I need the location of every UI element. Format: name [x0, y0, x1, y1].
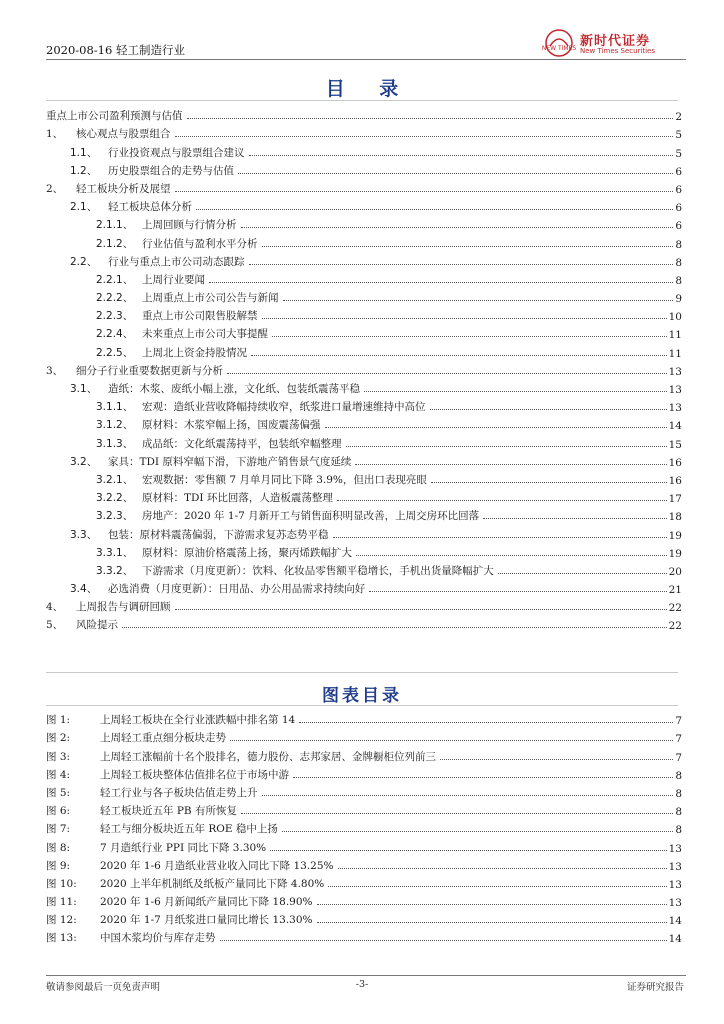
toc-entry[interactable] [46, 396, 682, 414]
toc-entry[interactable] [46, 160, 682, 178]
figure-leader-dots [440, 759, 673, 760]
figure-entry-number: 图 11: [46, 896, 77, 909]
toc-entry-page: 5 [675, 147, 682, 160]
figure-entry-page: 13 [668, 842, 682, 855]
toc-entry[interactable] [46, 251, 682, 269]
toc-entry[interactable] [46, 341, 682, 359]
company-logo [541, 28, 684, 58]
figure-entry-page: 7 [675, 733, 682, 746]
toc-leader-dots [187, 118, 674, 119]
toc-entry-number: 2.2.3、 [96, 310, 134, 323]
toc-entry-page: 22 [668, 602, 682, 615]
figure-entry-number: 图 6: [46, 805, 71, 818]
figure-entry[interactable] [46, 800, 682, 818]
toc-entry-number: 2.2.1、 [96, 273, 134, 286]
toc-entry-page: 20 [668, 565, 682, 578]
figure-entry-page: 13 [668, 878, 682, 891]
toc-entry-page: 18 [668, 511, 682, 524]
figure-entry[interactable] [46, 709, 682, 727]
footer-page-number: -3- [355, 979, 369, 990]
toc-entry-number: 2.2、 [70, 255, 98, 268]
figure-entry-page: 7 [675, 751, 682, 764]
toc-entry-number: 3.3.1、 [96, 546, 134, 559]
footer-disclaimer: 敬请参阅最后一页免责声明 [46, 982, 161, 993]
figure-entry[interactable] [46, 836, 682, 854]
toc-leader-dots [498, 573, 667, 574]
toc-leader-dots [364, 391, 667, 392]
toc-entry-number: 5、 [46, 619, 64, 632]
toc-entry-number: 3.3.2、 [96, 564, 134, 577]
toc-entry-number: 2.1、 [70, 201, 98, 214]
toc-entry[interactable] [46, 141, 682, 159]
toc-entry-label: 房地产：2020 年 1-7 月新开工与销售面积明显改善，上周交房环比回落 [142, 510, 480, 523]
toc-leader-dots [262, 246, 674, 247]
toc-leader-dots [369, 591, 666, 592]
logo-name-en: New Times Securities [580, 47, 655, 55]
toc-entry[interactable] [46, 487, 682, 505]
figure-entry-label: 2020 年 1-6 月新闻纸产量同比下降 18.90% [100, 896, 313, 909]
toc-title-divider [46, 100, 678, 101]
toc-entry[interactable] [46, 523, 682, 541]
toc-entry-number: 1.2、 [70, 164, 98, 177]
toc-entry-page: 13 [668, 402, 682, 415]
figure-entry-page: 14 [668, 933, 682, 946]
toc-entry-page: 8 [675, 238, 682, 251]
toc-entry-label: 上周回顾与行情分析 [142, 219, 237, 232]
figure-leader-dots [338, 868, 667, 869]
toc-leader-dots [262, 318, 667, 319]
toc-entry-number: 2、 [46, 182, 64, 195]
figure-list [46, 709, 682, 945]
toc-entry[interactable] [46, 360, 682, 378]
toc-entry-label: 上周行业要闻 [142, 273, 205, 286]
toc-entry-label: 行业与重点上市公司动态跟踪 [108, 255, 245, 268]
toc-entry[interactable] [46, 451, 682, 469]
figure-leader-dots [220, 940, 667, 941]
figure-entry[interactable] [46, 927, 682, 945]
toc-entry-page: 16 [668, 474, 682, 487]
figure-leader-dots [241, 813, 673, 814]
figure-leader-dots [293, 777, 673, 778]
toc-entry[interactable] [46, 287, 682, 305]
figure-entry[interactable] [46, 764, 682, 782]
toc-leader-dots [325, 427, 667, 428]
footer-report-type: 证券研究报告 [626, 982, 684, 993]
toc-leader-dots [283, 300, 674, 301]
toc-entry-number: 2.2.4、 [96, 328, 134, 341]
toc-entry-page: 8 [675, 274, 682, 287]
toc-entry-label: 上周报告与调研回顾 [76, 601, 171, 614]
toc-entry-label: 上周北上资金持股情况 [142, 346, 247, 359]
toc-entry-page: 2 [675, 111, 682, 124]
toc-entry-number: 3.2、 [70, 455, 98, 468]
figure-entry-number: 图 1: [46, 714, 71, 727]
toc-entry-number: 2.2.5、 [96, 346, 134, 359]
toc-entry[interactable] [46, 323, 682, 341]
figure-entry-page: 8 [675, 787, 682, 800]
figure-entry-page: 13 [668, 897, 682, 910]
toc-entry-label: 成品纸：文化纸震荡持平，包装纸窄幅整理 [142, 437, 342, 450]
figure-entry-number: 图 2: [46, 732, 71, 745]
figure-entry-number: 图 10: [46, 877, 77, 890]
toc-entry-number: 4、 [46, 601, 64, 614]
toc-leader-dots [196, 209, 673, 210]
toc-entry[interactable] [46, 305, 682, 323]
footer-divider [46, 975, 686, 976]
toc-entry-number: 3.2.1、 [96, 473, 134, 486]
toc-leader-dots [337, 500, 667, 501]
toc-entry[interactable] [46, 214, 682, 232]
toc-leader-dots [122, 627, 667, 628]
toc-leader-dots [430, 409, 667, 410]
toc-entry-page: 19 [668, 547, 682, 560]
toc-entry-page: 8 [675, 256, 682, 269]
toc-entry-page: 17 [668, 493, 682, 506]
toc-entry-page: 14 [668, 420, 682, 433]
toc-leader-dots [175, 609, 667, 610]
toc-entry[interactable] [46, 196, 682, 214]
toc-entry-label: 行业投资观点与股票组合建议 [108, 146, 245, 159]
figure-entry-number: 图 7: [46, 823, 71, 836]
toc-leader-dots [238, 173, 673, 174]
toc-entry-label: 家具：TDI 原料窄幅下滑，下游地产销售景气度延续 [108, 455, 352, 468]
toc-entry-number: 3.1.2、 [96, 419, 134, 432]
toc-entry-number: 3.2.2、 [96, 492, 134, 505]
toc-entry[interactable] [46, 614, 682, 632]
toc-title: 目 录 [325, 78, 413, 100]
toc-entry[interactable] [46, 414, 682, 432]
toc-entry-label: 未来重点上市公司大事提醒 [142, 328, 268, 341]
toc-leader-dots [333, 537, 667, 538]
figure-entry-label: 2020 上半年机制纸及纸板产量同比下降 4.80% [100, 877, 325, 890]
toc-entry-label: 重点上市公司限售股解禁 [142, 310, 258, 323]
figure-entry[interactable] [46, 873, 682, 891]
figure-entry-label: 轻工板块近五年 PB 有所恢复 [100, 805, 237, 818]
toc-entry-label: 原材料：原油价格震荡上扬，聚丙烯跌幅扩大 [142, 546, 352, 559]
figure-entry-label: 中国木浆均价与库存走势 [100, 932, 216, 945]
figure-entry-number: 图 13: [46, 932, 77, 945]
toc-leader-dots [355, 464, 666, 465]
toc-leader-dots [251, 355, 667, 356]
header-divider [46, 59, 686, 60]
toc-entry[interactable] [46, 105, 682, 123]
toc-entry-page: 9 [675, 293, 682, 306]
toc-entry-label: 原材料：木浆窄幅上扬，国废震荡偏强 [142, 419, 321, 432]
figure-entry[interactable] [46, 818, 682, 836]
toc-entry[interactable] [46, 578, 682, 596]
toc-entry[interactable] [46, 505, 682, 523]
toc-entry-number: 3.2.3、 [96, 510, 134, 523]
toc-entry-label: 轻工板块总体分析 [108, 201, 192, 214]
figure-leader-dots [317, 922, 667, 923]
toc-entry-page: 13 [668, 384, 682, 396]
toc-leader-dots [483, 518, 666, 519]
toc-entry[interactable] [46, 378, 682, 396]
toc-entry-number: 2.2.2、 [96, 292, 134, 305]
toc-entry-page: 16 [668, 456, 682, 469]
toc-leader-dots [356, 555, 667, 556]
toc-leader-dots [272, 336, 667, 337]
toc-entry-page: 21 [668, 584, 682, 597]
toc-entry-number: 2.1.2、 [96, 237, 134, 250]
figure-leader-dots [270, 850, 666, 851]
figures-title: 图表目录 [322, 686, 402, 706]
figure-entry[interactable] [46, 782, 682, 800]
figure-entry-label: 轻工与细分板块近五年 ROE 稳中上扬 [100, 823, 278, 836]
figure-leader-dots [282, 831, 673, 832]
toc-entry-page: 11 [668, 347, 682, 360]
toc-leader-dots [227, 373, 667, 374]
figure-entry-label: 2020 年 1-6 月造纸业营业收入同比下降 13.25% [100, 859, 334, 872]
toc-entry[interactable] [46, 560, 682, 578]
toc-leader-dots [241, 227, 674, 228]
toc-entry-label: 核心观点与股票组合 [76, 128, 171, 141]
toc-entry-page: 5 [675, 129, 682, 142]
figure-entry[interactable] [46, 727, 682, 745]
toc-entry-number: 3.4、 [70, 583, 98, 596]
figure-entry-label: 轻工行业与各子板块估值走势上升 [100, 786, 258, 799]
figure-entry-page: 14 [668, 915, 682, 928]
toc-entry-label: 轻工板块分析及展望 [76, 182, 171, 195]
figure-entry-page: 8 [675, 769, 682, 782]
toc-entry-page: 6 [675, 220, 682, 233]
figure-entry-label: 7 月造纸行业 PPI 同比下降 3.30% [100, 841, 267, 854]
figure-entry-page: 13 [668, 860, 682, 873]
figure-entry[interactable] [46, 909, 682, 927]
toc-entry-number: 2.1.1、 [96, 219, 134, 232]
toc-entry[interactable] [46, 232, 682, 250]
toc-entry-label: 历史股票组合的走势与估值 [108, 164, 234, 177]
figure-entry-label: 2020 年 1-7 月纸浆进口量同比增长 13.30% [100, 914, 313, 927]
figure-entry-number: 图 3: [46, 750, 71, 763]
toc-entry-number: 3.1、 [70, 383, 98, 395]
figure-leader-dots [299, 722, 673, 723]
toc-entry-label: 风险提示 [76, 619, 118, 632]
figure-entry-label: 上周轻工板块在全行业涨跌幅中排名第 14 [100, 714, 296, 727]
toc-leader-dots [249, 264, 674, 265]
toc-entry-label: 重点上市公司盈利预测与估值 [46, 110, 183, 123]
toc-entry-label: 宏观：造纸业营收降幅持续收窄，纸浆进口量增速维持中高位 [142, 401, 426, 414]
figure-entry-number: 图 4: [46, 768, 71, 781]
logo-seal-icon [541, 28, 577, 58]
toc-entry-label: 行业估值与盈利水平分析 [142, 237, 258, 250]
figure-leader-dots [230, 740, 673, 741]
toc-entry-label: 上周重点上市公司公告与新闻 [142, 292, 279, 305]
toc-entry-number: 1.1、 [70, 146, 98, 159]
header-date-sector: 2020-08-16 轻工制造行业 [46, 43, 185, 57]
toc-entry[interactable] [46, 432, 682, 450]
toc-entry[interactable] [46, 596, 682, 614]
toc-entry[interactable] [46, 123, 682, 141]
figure-entry-page: 7 [675, 715, 682, 728]
toc-entry-number: 1、 [46, 128, 64, 141]
toc-entry[interactable] [46, 542, 682, 560]
toc-entry-label: 下游需求（月度更新）：饮料、化妆品零售额平稳增长，手机出货量降幅扩大 [142, 564, 494, 577]
figure-entry[interactable] [46, 891, 682, 909]
toc-entry-label: 细分子行业重要数据更新与分析 [76, 364, 223, 377]
figure-entry[interactable] [46, 855, 682, 873]
toc-leader-dots [431, 482, 667, 483]
toc-entry-label: 造纸：木浆、废纸小幅上涨，文化纸、包装纸震荡平稳 [108, 383, 360, 395]
toc-entry-page: 15 [668, 438, 682, 451]
figures-top-divider [46, 672, 678, 673]
figures-title-divider [46, 705, 678, 706]
toc-leader-dots [175, 136, 674, 137]
figure-entry-label: 上周轻工板块整体估值排名位于市场中游 [100, 768, 289, 781]
toc-entry-number: 3.1.3、 [96, 437, 134, 450]
figure-leader-dots [328, 886, 666, 887]
figure-entry-number: 图 8: [46, 841, 71, 854]
toc-entry-label: 必选消费（月度更新）：日用品、办公用品需求持续向好 [108, 583, 366, 596]
toc-leader-dots [209, 282, 673, 283]
toc-entry-number: 3、 [46, 364, 64, 377]
toc-entry-number: 3.3、 [70, 528, 98, 541]
figure-entry-number: 图 5: [46, 786, 71, 799]
toc-entry-page: 10 [668, 311, 682, 324]
toc-entry-label: 包装：原材料震荡偏弱，下游需求复苏态势平稳 [108, 528, 329, 541]
toc-entry-label: 原材料：TDI 环比回落，人造板震荡整理 [142, 492, 333, 505]
toc-leader-dots [346, 446, 667, 447]
toc-entry-page: 6 [675, 202, 682, 215]
figure-entry[interactable] [46, 745, 682, 763]
toc-entry-page: 6 [675, 183, 682, 196]
toc-entry[interactable] [46, 269, 682, 287]
figure-entry-label: 上周轻工涨幅前十名个股排名，德力股份、志邦家居、金牌橱柜位列前三 [100, 750, 436, 763]
toc-entry-page: 6 [675, 165, 682, 178]
figure-entry-number: 图 12: [46, 914, 77, 927]
toc-leader-dots [249, 155, 674, 156]
toc-leader-dots [175, 191, 674, 192]
figure-entry-page: 8 [675, 806, 682, 819]
toc-entry[interactable] [46, 469, 682, 487]
toc-entry-page: 11 [668, 329, 682, 342]
logo-seal-text: NEW TIMES [541, 45, 577, 52]
figure-leader-dots [317, 904, 667, 905]
toc-entry-page: 13 [668, 365, 682, 378]
figure-entry-page: 8 [675, 824, 682, 837]
logo-name-cn: 新时代证券 [580, 34, 651, 49]
figure-leader-dots [262, 795, 674, 796]
table-of-contents [46, 105, 682, 632]
toc-entry-page: 19 [668, 529, 682, 542]
toc-entry-label: 宏观数据：零售额 7 月单月同比下降 3.9%，但出口表现亮眼 [142, 473, 427, 486]
toc-entry[interactable] [46, 178, 682, 196]
toc-entry-page: 22 [668, 620, 682, 633]
toc-entry-number: 3.1.1、 [96, 401, 134, 414]
figure-entry-number: 图 9: [46, 859, 71, 872]
figure-entry-label: 上周轻工重点细分板块走势 [100, 732, 226, 745]
